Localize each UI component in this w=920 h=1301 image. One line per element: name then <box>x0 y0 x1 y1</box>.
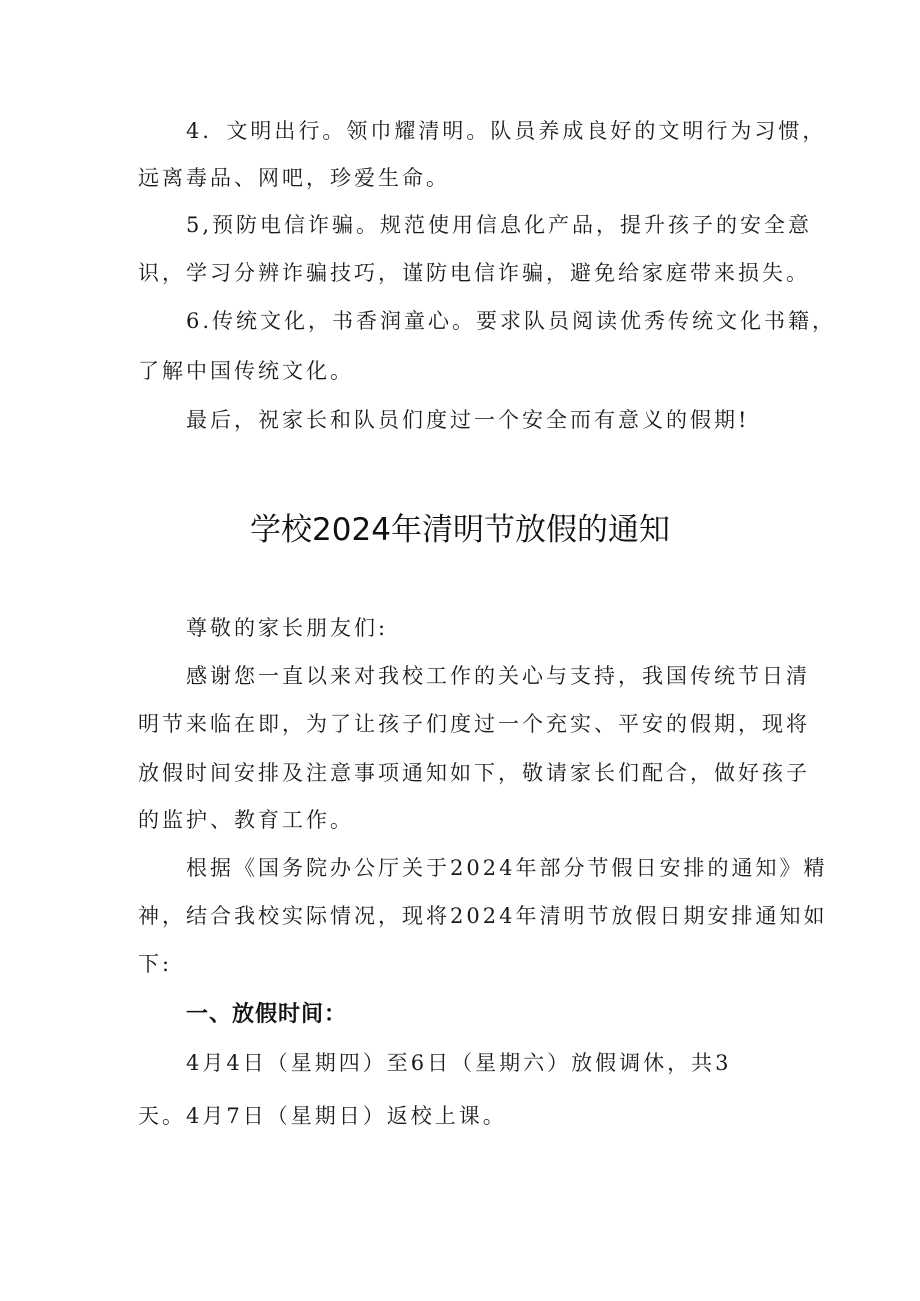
paragraph-line: 5,预防电信诈骗。规范使用信息化产品，提升孩子的安全意 <box>186 213 813 237</box>
paragraph-line: 的监护、教育工作。 <box>138 808 354 832</box>
closing-line: 最后，祝家长和队员们度过一个安全而有意义的假期! <box>186 408 750 432</box>
paragraph-line: 6.传统文化，书香润童心。要求队员阅读优秀传统文化书籍， <box>186 309 837 333</box>
paragraph-line: 4．文明出行。领巾耀清明。队员养成良好的文明行为习惯， <box>186 119 827 143</box>
greeting: 尊敬的家长朋友们: <box>186 616 389 640</box>
paragraph-line: 根据《国务院办公厅关于2024年部分节假日安排的通知》精 <box>186 856 828 880</box>
paragraph-line: 4月4日（星期四）至6日（星期六）放假调休，共3 <box>186 1051 732 1075</box>
paragraph-line: 明节来临在即，为了让孩子们度过一个充实、平安的假期，现将 <box>138 712 810 736</box>
paragraph-line: 了解中国传统文化。 <box>138 359 354 383</box>
paragraph-line: 远离毒品、网吧，珍爱生命。 <box>138 166 450 190</box>
paragraph-line: 天。4月7日（星期日）返校上课。 <box>138 1104 507 1128</box>
paragraph-line: 识，学习分辨诈骗技巧，谨防电信诈骗，避免给家庭带来损失。 <box>138 261 810 285</box>
paragraph-line: 下: <box>138 952 173 976</box>
paragraph-line: 放假时间安排及注意事项通知如下，敬请家长们配合，做好孩子 <box>138 761 810 785</box>
document-title: 学校2024年清明节放假的通知 <box>250 512 670 548</box>
paragraph-line: 神，结合我校实际情况，现将2024年清明节放假日期安排通知如 <box>138 904 828 928</box>
paragraph-line: 感谢您一直以来对我校工作的关心与支持，我国传统节日清 <box>186 664 810 688</box>
section-heading: 一、放假时间： <box>186 1002 348 1027</box>
